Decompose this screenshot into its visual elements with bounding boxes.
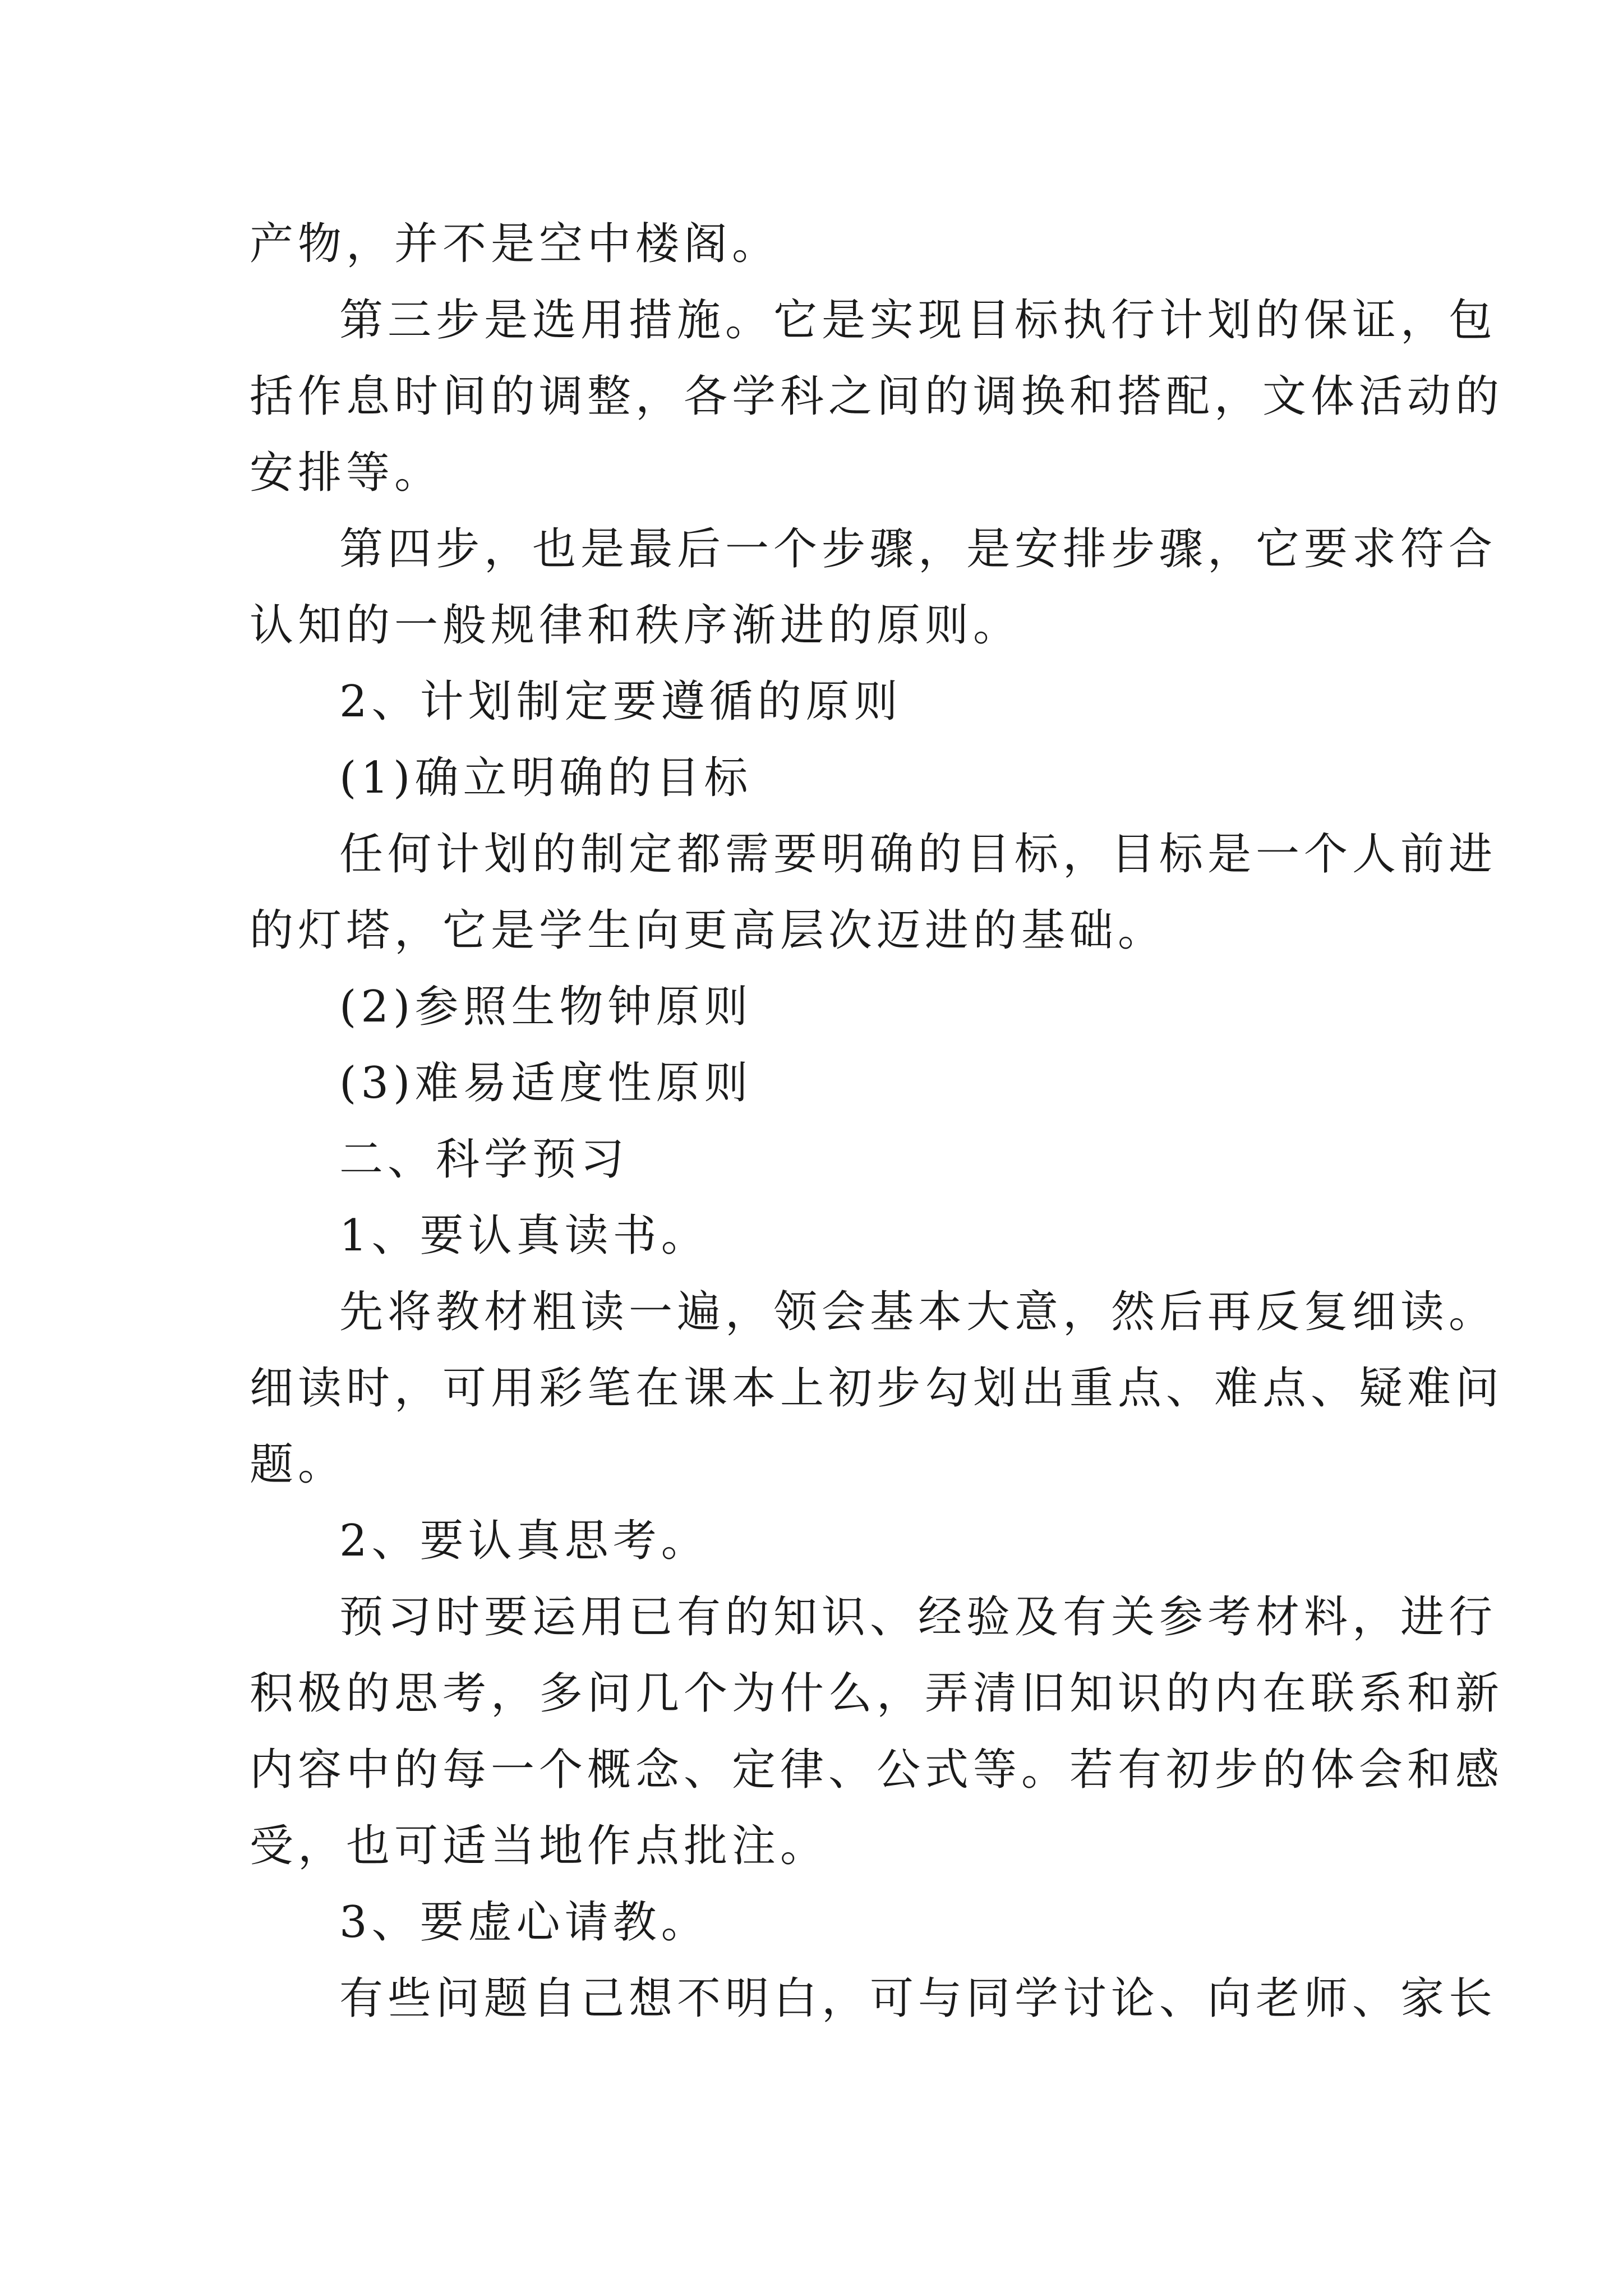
- text-line: 认知的一般规律和秩序渐进的原则。: [250, 600, 1022, 651]
- subsection-heading: 3、要虚心请教。: [339, 1897, 709, 1948]
- text-line: 受，也可适当地作点批注。: [250, 1821, 829, 1871]
- text-line: 的灯塔，它是学生向更高层次迈进的基础。: [250, 905, 1166, 956]
- text-line: 第四步，也是最后一个步骤，是安排步骤，它要求符合: [339, 524, 1497, 574]
- text-line: 题。: [250, 1439, 347, 1490]
- subsection-heading: (2)参照生物钟原则: [339, 982, 753, 1032]
- text-line: 有些问题自己想不明白，可与同学讨论、向老师、家长: [339, 1973, 1497, 2024]
- text-line: 先将教材粗读一遍，领会基本大意，然后再反复细读。: [339, 1287, 1497, 1337]
- text-line: 安排等。: [250, 448, 443, 498]
- text-line: 括作息时间的调整，各学科之间的调换和搭配，文体活动的: [250, 371, 1504, 422]
- section-heading: 二、科学预习: [339, 1134, 629, 1185]
- subsection-heading: 2、要认真思考。: [339, 1516, 709, 1566]
- text-line: 积极的思考，多问几个为什么，弄清旧知识的内在联系和新: [250, 1668, 1504, 1719]
- subsection-heading: 1、要认真读书。: [339, 1211, 709, 1261]
- text-line: 内容中的每一个概念、定律、公式等。若有初步的体会和感: [250, 1745, 1504, 1795]
- text-line: 第三步是选用措施。它是实现目标执行计划的保证，包: [339, 295, 1497, 346]
- subsection-heading: (1)确立明确的目标: [339, 753, 753, 803]
- text-line: 产物，并不是空中楼阁。: [250, 219, 781, 269]
- text-line: 细读时，可用彩笔在课本上初步勾划出重点、难点、疑难问: [250, 1363, 1504, 1414]
- text-line: 预习时要运用已有的知识、经验及有关参考材料，进行: [339, 1592, 1497, 1642]
- subsection-heading: (3)难易适度性原则: [339, 1058, 753, 1108]
- text-line: 任何计划的制定都需要明确的目标，目标是一个人前进: [339, 829, 1497, 880]
- section-heading: 2、计划制定要遵循的原则: [339, 677, 902, 727]
